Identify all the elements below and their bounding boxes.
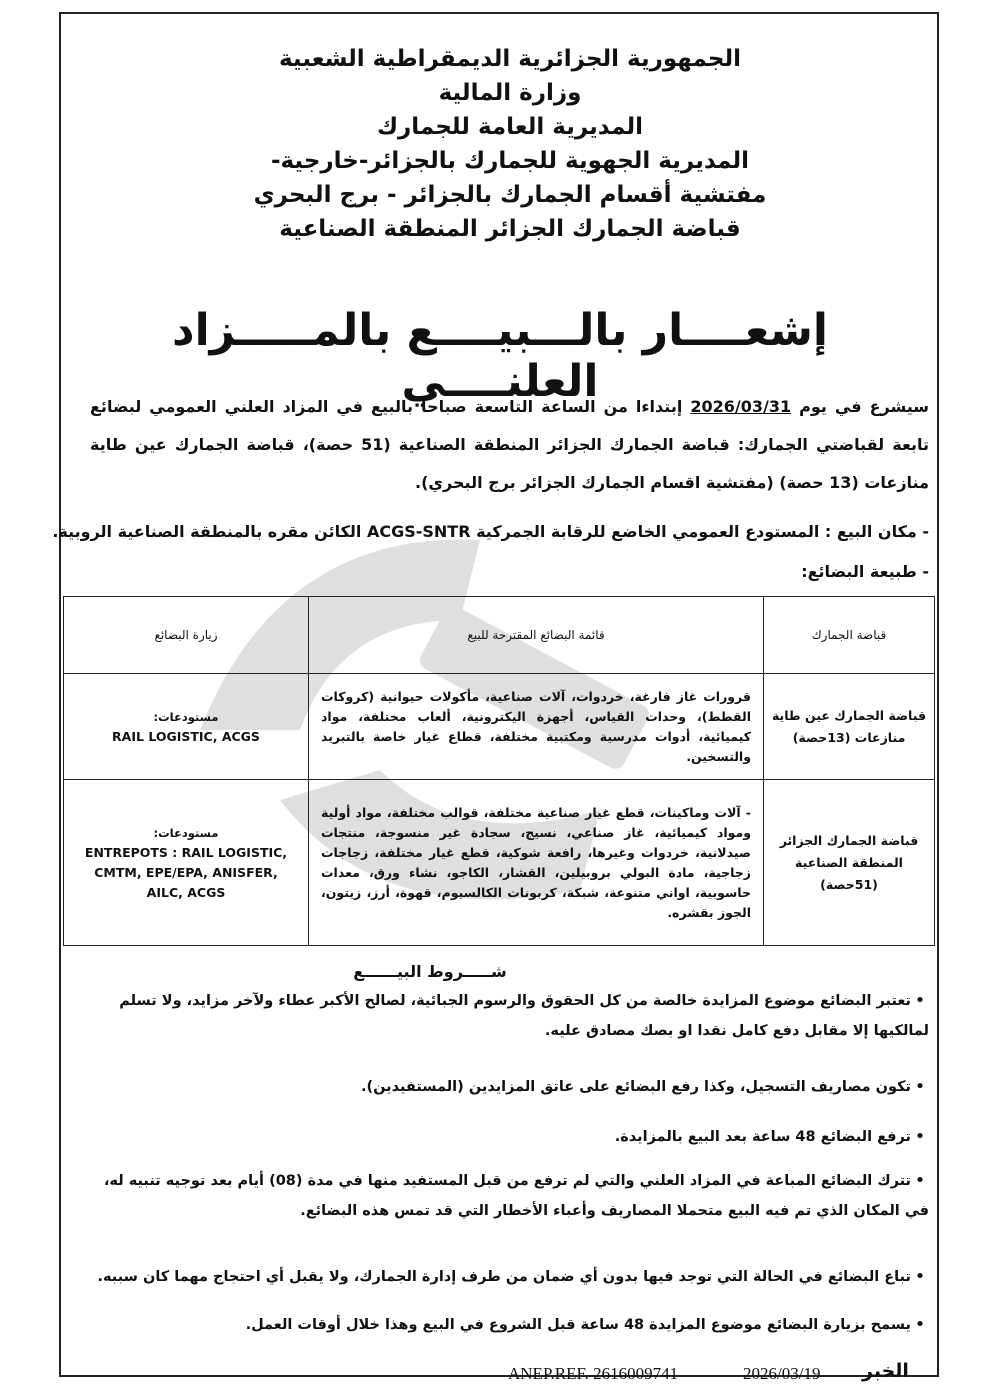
visit-places: RAIL LOGISTIC, ACGS (112, 728, 260, 744)
term-text: ترفع البضائع 48 ساعة بعد البيع بالمزايدة. (614, 1129, 911, 1145)
issuer-header (200, 42, 820, 246)
term-text: تباع البضائع في الحالة التي توجد فيها بدون أي ضمان من طرف إدارة الجمارك، ولا يقبل أي احتجاج مهما كان سببه. (97, 1269, 911, 1285)
anep-reference: ANEP.REF. 2616009741 (508, 1364, 679, 1383)
row-visit (64, 780, 309, 946)
header-office: قباضة الجمارك (764, 597, 935, 674)
term-item: •تعتبر البضائع موضوع المزايدة خالصة من كل الحقوق والرسوم الجبائية، لصالح الأكبر عطاء ولآخر مزايد، ولا تسلم لمالكيها إلا مقابل دفع كامل نقدا او بصك مصادق عليه. (119, 993, 929, 1039)
row-office: قباضة الجمارك عين طاية منازعات (13حصة) (764, 674, 935, 780)
sale-place: - مكان البيع : المستودع العمومي الخاضع للرقابة الجمركية ACGS-SNTR الكائن مقره بالمنطقة الصناعية الروبية. (52, 522, 929, 541)
row-goods: قرورات غاز فارغة، خردوات، آلات صناعية، مأكولات حيوانية (كروكات القطط)، وحدات القياس، أجهزة اليكترونية، ألعاب مختلفة، مواد كيميائية، أدوات مدرسية ومكتبية مختلفة، قطاع غيار خاصة بالتبريد والتسخين. (309, 674, 764, 780)
intro-paragraph (90, 388, 929, 502)
recette-line: قباضة الجمارك الجزائر المنطقة الصناعية (279, 216, 741, 242)
directorate-general-line: المديرية العامة للجمارك (376, 114, 644, 140)
intro-part1: سيشرع في يوم (791, 397, 929, 416)
republic-line: الجمهورية الجزائرية الديمقراطية الشعبية (278, 46, 742, 72)
term-text: تعتبر البضائع موضوع المزايدة خالصة من كل الحقوق والرسوم الجبائية، لصالح الأكبر عطاء ولآخر مزايد، ولا تسلم لمالكيها إلا مقابل دفع كامل نقدا او بصك مصادق عليه. (119, 993, 929, 1039)
table-header-row (64, 597, 935, 674)
table-row (64, 674, 935, 780)
publication-date: 2026/03/19 (743, 1364, 821, 1383)
regional-directorate-line: المديرية الجهوية للجمارك بالجزائر-خارجية- (270, 148, 750, 174)
row-office: قباضة الجمارك الجزائر المنطقة الصناعية (51حصة) (764, 780, 935, 946)
term-text: تكون مصاريف التسجيل، وكذا رفع البضائع على عاتق المزايدين (المستفيدين). (360, 1079, 911, 1095)
row-goods: - آلات وماكينات، قطع غيار صناعية مختلفة، قوالب مختلفة، مواد أولية ومواد كيميائية، غاز صناعي، نسيج، سجادة غير منسوجة، منتجات صيدلانية، خردوات وغيرها، رافعة شوكية، قطع غيار مختلفة، زجاجات زجاجية، مادة البولي بروبيلين، القشار، الكاجو، نشاء ورق، معدات حاسوبية، اواني متنوعة، شبكة، كربونات الكالسيوم، قهوة، أرز، زيتون، الجوز بقشره. (309, 780, 764, 946)
visit-label: مستودعات: (153, 825, 219, 840)
header-visit: زيارة البضائع (64, 597, 309, 674)
visit-label: مستودعات: (153, 709, 219, 724)
term-item: •يسمح بزيارة البضائع موضوع المزايدة 48 ساعة قبل الشروع في البيع وهذا خلال أوقات العمل. (245, 1317, 925, 1333)
intro-part2: إبتداءا من الساعة التاسعة صباحا بالبيع في المزاد العلني العمومي لبضائع تابعة لقباضتي الجمارك: قباضة الجمارك الجزائر المنطقة الصناعية (51 حصة)، قباضة الجمارك عين طاية منازعات (13 حصة) (مفتشية اقسام الجمارك الجزائر برج البحري). (90, 397, 930, 492)
term-text: يسمح بزيارة البضائع موضوع المزايدة 48 ساعة قبل الشروع في البيع وهذا خلال أوقات العمل. (245, 1317, 911, 1333)
term-item: •تباع البضائع في الحالة التي توجد فيها بدون أي ضمان من طرف إدارة الجمارك، ولا يقبل أي احتجاج مهما كان سببه. (97, 1269, 925, 1285)
notice-title: إشعــــار بالـــبيــــع بالمـــــزاد العلنــــي (172, 305, 828, 407)
row-visit (64, 674, 309, 780)
term-item: •تكون مصاريف التسجيل، وكذا رفع البضائع على عاتق المزايدين (المستفيدين). (360, 1079, 925, 1095)
header-goods: قائمة البضائع المقترحة للبيع (309, 597, 764, 674)
sale-date: 2026/03/31 (690, 397, 792, 416)
term-item: •تترك البضائع المباعة في المزاد العلني والتي لم ترفع من قبل المستفيد منها في مدة (08) أيام بعد توجيه تنبيه له، في المكان الذي تم فيه البيع متحملا المصاريف وأعباء الأخطار التي قد تمس هذه البضائع. (103, 1173, 929, 1219)
visit-places: ENTREPOTS : RAIL LOGISTIC, CMTM, EPE/EPA, ANISFER, AILC, ACGS (84, 844, 288, 900)
newspaper-logo: الخبر (862, 1360, 909, 1382)
inspection-line: مفتشية أقسام الجمارك بالجزائر - برج البحري (253, 182, 767, 208)
term-text: تترك البضائع المباعة في المزاد العلني والتي لم ترفع من قبل المستفيد منها في مدة (08) أيام بعد توجيه تنبيه له، في المكان الذي تم فيه البيع متحملا المصاريف وأعباء الأخطار التي قد تمس هذه البضائع. (103, 1173, 929, 1219)
goods-table (63, 596, 935, 946)
goods-nature-label: - طبيعة البضائع: (801, 562, 929, 581)
ministry-line: وزارة المالية (438, 80, 582, 106)
terms-title: شـــــروط البيــــــع (353, 962, 507, 981)
table-row (64, 780, 935, 946)
term-item: •ترفع البضائع 48 ساعة بعد البيع بالمزايدة. (614, 1129, 925, 1145)
